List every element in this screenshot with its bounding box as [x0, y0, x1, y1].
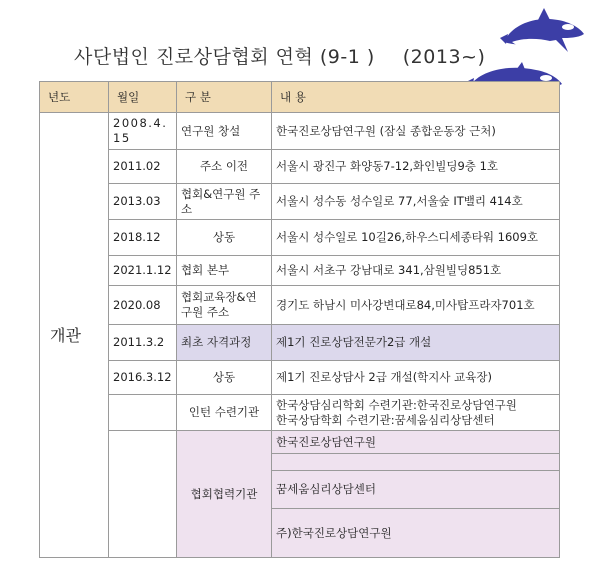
row-date: 2021.1.12 — [109, 256, 177, 286]
table-row — [40, 113, 560, 150]
group-label: 개관 — [40, 113, 109, 558]
table-row — [40, 431, 560, 454]
table-row — [40, 256, 560, 286]
partner-category: 협회협력기관 — [177, 431, 272, 558]
table-row — [40, 286, 560, 325]
row-content: 제1기 진로상담전문가2급 개설 — [272, 325, 560, 361]
row-category: 협회&연구원 주소 — [177, 184, 272, 220]
row-content — [272, 395, 560, 431]
table-row — [40, 395, 560, 431]
row-content: 제1기 진로상담사 2급 개설(학지사 교육장) — [272, 361, 560, 395]
header-date: 월일 — [109, 82, 177, 113]
row-date: 2008.4.15 — [109, 113, 177, 150]
partner-item: 주)한국진로상담연구원 — [272, 509, 560, 558]
row-category: 연구원 창설 — [177, 113, 272, 150]
table-row — [40, 220, 560, 256]
table-row — [40, 184, 560, 220]
row-date: 2016.3.12 — [109, 361, 177, 395]
row-date: 2011.3.2 — [109, 325, 177, 361]
table-row — [40, 361, 560, 395]
row-date: 2020.08 — [109, 286, 177, 325]
row-content: 서울시 성수동 성수일로 77,서울숲 IT밸리 414호 — [272, 184, 560, 220]
title-range: (2013~) — [402, 46, 486, 68]
row-content-line: 한국상담심리학회 수련기관:한국진로상담연구원 — [276, 397, 517, 412]
row-date: 2013.03 — [109, 184, 177, 220]
row-date: 2011.02 — [109, 150, 177, 184]
row-category: 주소 이전 — [177, 150, 272, 184]
row-content: 서울시 광진구 화양동7-12,화인빌딩9층 1호 — [272, 150, 560, 184]
history-table — [39, 81, 560, 558]
row-category: 최초 자격과정 — [177, 325, 272, 361]
row-category: 상동 — [177, 361, 272, 395]
row-date: 2018.12 — [109, 220, 177, 256]
row-category: 협회 본부 — [177, 256, 272, 286]
title-main: 사단법인 진로상담협회 연혁 (9-1 ) — [74, 46, 375, 68]
row-content: 한국진로상담연구원 (잠실 종합운동장 근처) — [272, 113, 560, 150]
row-content: 서울시 성수일로 10길26,하우스디세종타워 1609호 — [272, 220, 560, 256]
row-category: 인턴 수련기관 — [177, 395, 272, 431]
partner-item: 꿈세움심리상담센터 — [272, 471, 560, 509]
table-row — [40, 325, 560, 361]
table-row — [40, 150, 560, 184]
page-title — [74, 42, 485, 69]
header-category: 구 분 — [177, 82, 272, 113]
header-content: 내 용 — [272, 82, 560, 113]
partner-item: 한국진로상담연구원 — [272, 431, 560, 454]
row-category: 상동 — [177, 220, 272, 256]
row-content: 경기도 하남시 미사강변대로84,미사탑프라자701호 — [272, 286, 560, 325]
row-date — [109, 395, 177, 431]
row-date — [109, 431, 177, 558]
row-content-line: 한국상담학회 수련기관:꿈세움심리상담센터 — [276, 412, 495, 427]
row-content-empty — [272, 454, 560, 471]
row-content: 서울시 서초구 강남대로 341,삼원빌딩851호 — [272, 256, 560, 286]
header-year: 년도 — [40, 82, 109, 113]
table-header-row — [40, 82, 560, 113]
row-category: 협회교육장&연구원 주소 — [177, 286, 272, 325]
